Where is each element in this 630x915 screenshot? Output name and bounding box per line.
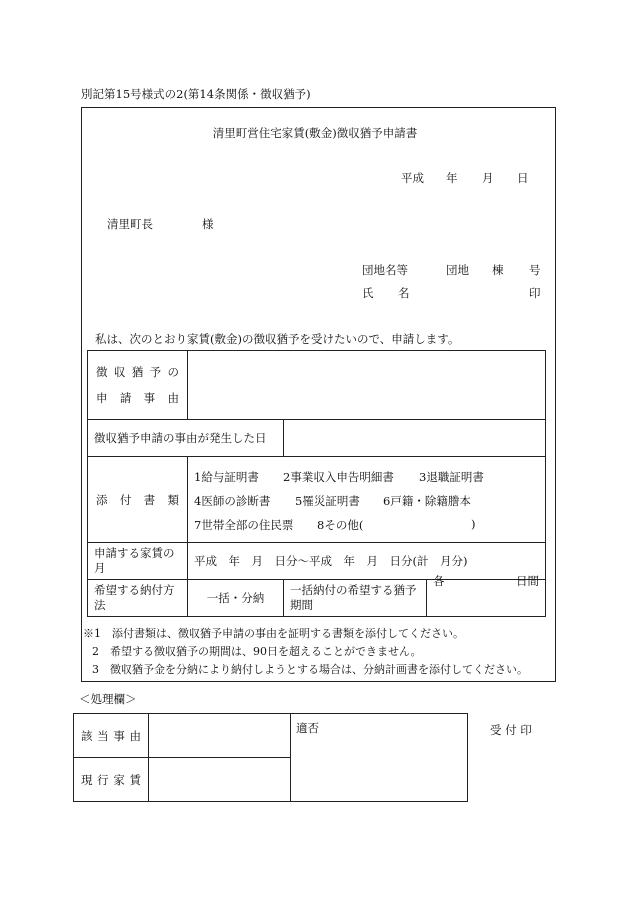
note-1: ※1 添付書類は、徴収猶予申請の事由を証明する書類を添付してください。 xyxy=(83,627,464,640)
date-era: 平成 xyxy=(401,171,424,185)
reason-label-line1: 徴 収 猶 予 の xyxy=(96,365,179,379)
attachments-list xyxy=(188,457,546,543)
payment-method-label: 希望する納付方法 xyxy=(88,580,188,617)
date-year: 年 xyxy=(446,171,458,185)
processing-section-label: ＜処理欄＞ xyxy=(79,692,137,706)
decision-cell[interactable] xyxy=(291,714,468,802)
reason-label-line2: 申 請 事 由 xyxy=(96,391,179,405)
statement: 私は、次のとおり家賃(敷金)の徴収猶予を受けたいので、申請します。 xyxy=(95,332,460,346)
attachments-label-cell xyxy=(88,457,188,543)
days-label: 日間 xyxy=(516,574,539,588)
date-month: 月 xyxy=(482,171,494,185)
name-label-2: 名 xyxy=(398,286,410,300)
current-rent-label: 現 行 家 賃 xyxy=(81,772,141,787)
attachment-item[interactable]: 5罹災証明書 xyxy=(295,494,360,508)
form-reference: 別記第15号様式の2(第14条関係・徴収猶予) xyxy=(81,87,311,101)
processing-table xyxy=(73,713,468,802)
note-3: 3 徴収猶予金を分納により納付しようとする場合は、分納計画書を添付してください。 xyxy=(92,663,528,676)
seal-label: 印 xyxy=(529,286,541,300)
complex-label: 団地名等 xyxy=(362,263,408,277)
current-rent-input[interactable] xyxy=(149,758,291,802)
occurrence-label: 徴収猶予申請の事由が発生した日 xyxy=(88,420,284,457)
attachment-item[interactable]: 1給与証明書 xyxy=(194,470,259,484)
attachment-item[interactable]: 8その他( xyxy=(317,518,364,532)
building-label: 棟 xyxy=(492,263,504,277)
applicable-reason-input[interactable] xyxy=(149,714,291,758)
reason-input[interactable] xyxy=(188,351,546,420)
application-table xyxy=(87,350,546,617)
rent-label: 申請する家賃の月 xyxy=(88,543,188,580)
reason-label-cell xyxy=(88,351,188,420)
attachment-item[interactable]: 3退職証明書 xyxy=(419,470,484,484)
each-label: 各 xyxy=(433,574,445,588)
date-day: 日 xyxy=(517,171,529,185)
form-title: 清里町営住宅家賃(敷金)徴収猶予申請書 xyxy=(212,126,418,140)
name-label-1: 氏 xyxy=(362,286,374,300)
lump-sum-period[interactable] xyxy=(427,574,546,617)
attachment-item[interactable]: 2事業収入申告明細書 xyxy=(283,470,394,484)
applicable-reason-label-cell xyxy=(74,714,149,758)
payment-method-value[interactable]: 一括・分納 xyxy=(188,580,284,617)
attachment-item[interactable]: 6戸籍・除籍謄本 xyxy=(383,494,471,508)
note-2: 2 希望する徴収猶予の期間は、90日を超えることができません。 xyxy=(92,645,422,658)
addressee-honorific: 様 xyxy=(202,217,214,231)
lump-sum-label: 一括納付の希望する猶予期間 xyxy=(284,580,427,617)
attachment-item[interactable]: 4医師の診断書 xyxy=(194,494,271,508)
attachment-item[interactable]: 7世帯全部の住民票 xyxy=(194,518,294,532)
decision-label: 適否 xyxy=(296,721,319,735)
rent-period[interactable]: 平成 年 月 日分～平成 年 月 日分(計 月分) xyxy=(188,543,546,580)
addressee-name: 清里町長 xyxy=(107,217,153,231)
current-rent-label-cell xyxy=(74,758,149,802)
receipt-seal-label: 受 付 印 xyxy=(490,723,532,737)
unit-label: 号 xyxy=(529,263,541,277)
complex-suffix: 団地 xyxy=(446,263,469,277)
attachment-other-close: ) xyxy=(471,517,476,531)
applicable-reason-label: 該 当 事 由 xyxy=(81,728,141,743)
occurrence-input[interactable] xyxy=(284,420,546,457)
attachments-label: 添 付 書 類 xyxy=(96,492,179,507)
